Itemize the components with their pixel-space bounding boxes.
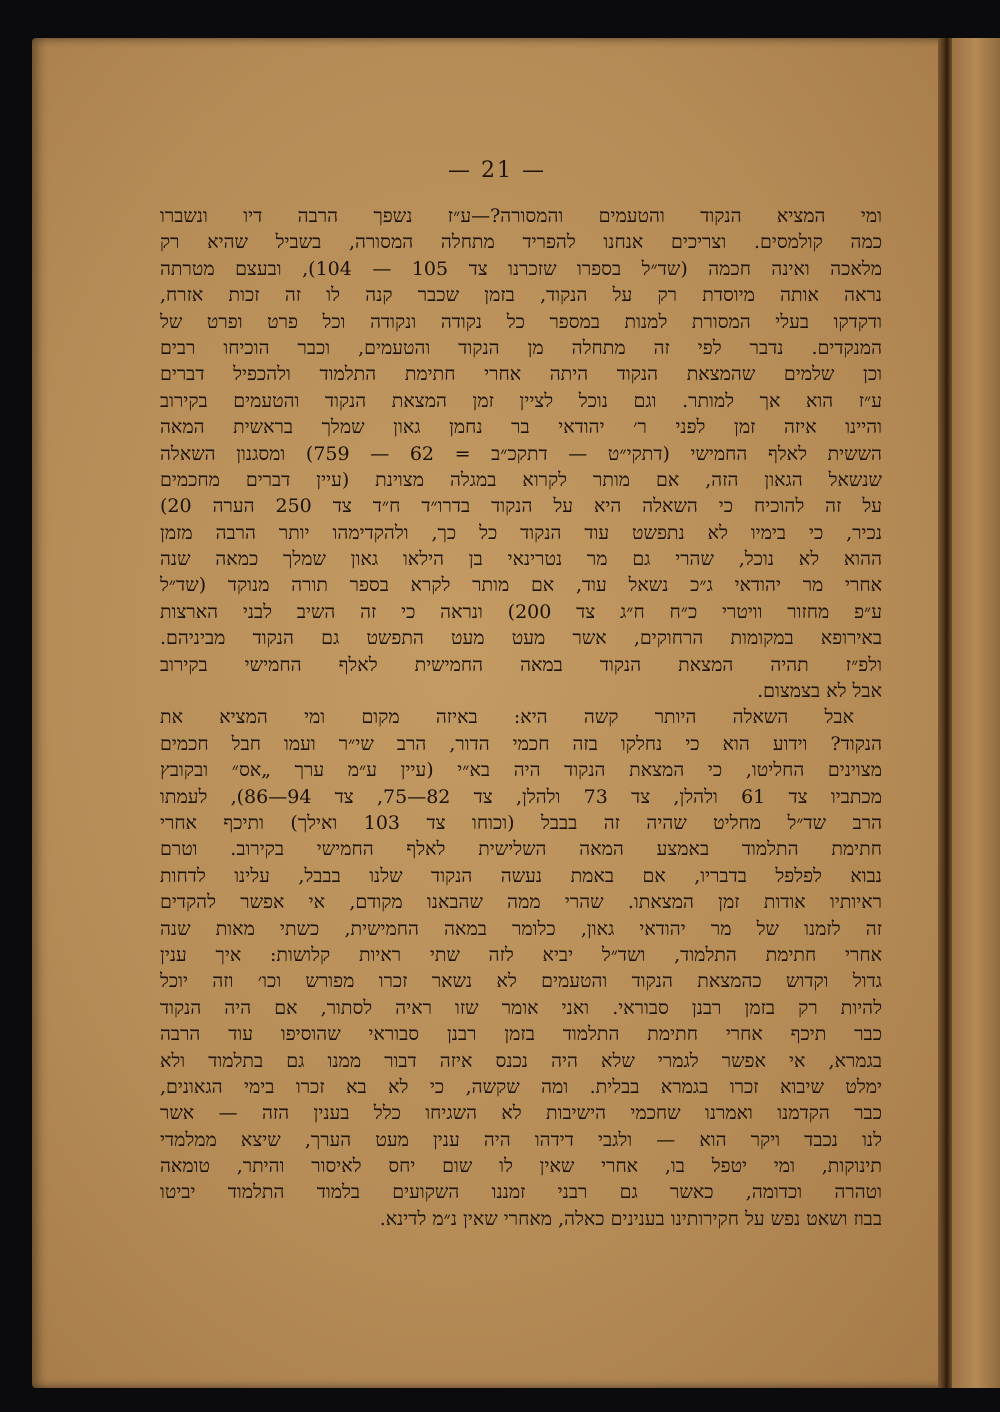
page-number: — 21 — [448,158,546,183]
text-line: ימלט שיבוא זכרו בגמרא בבלית. ומה שקשה, כי לא בא זכרו בימי הגאונים, [160,1075,882,1098]
text-line: אחרי חתימת התלמוד, ושד״ל יביא לזה שתי ראיות קלושות: איך ענין [160,943,882,966]
body-text [160,203,882,1232]
book-gutter [938,38,952,1388]
text-line: באירופא במקומות הרחוקים, אשר מעט מעט התפשט גם הנקוד מביניהם. [160,627,882,650]
text-line: זה לזמנו של מר יהודאי גאון, כלומר במאה החמישית, כשתי מאות שנה [160,917,882,940]
paragraph [160,704,882,1232]
text-line: לנו נכבד ויקר הוא — ולגבי דידהו היה ענין מעט הערך, שיצא ממלמדי [160,1128,882,1151]
text-line: על זה להוכיח כי השאלה היא על הנקוד בדרו״ד ח״ד צד 250 הערה 20) [160,495,882,518]
text-line: בגמרא, אי אפשר לגמרי שלא היה נכנס איזה דבור ממנו גם בתלמוד ולא [160,1049,882,1072]
text-line: מצוינים החליטו, כי המצאת הנקוד היה בא״י (עיין ע״מ ערך „אס״ ובקובץ [160,759,882,782]
text-line: כבר הקדמנו ואמרנו שחכמי הישיבות לא השגיחו כלל בענין הזה — אשר [160,1102,882,1125]
text-line: אבל לא בצמצום. [757,680,882,703]
text-line: הרב שד״ל מחליט שהיה זה בבבל (וכוחו צד 103 ואילך) ותיכף אחרי [160,811,882,834]
text-line: אחרי מר יהודאי ג״כ נשאל עוד, אם מותר לקרא בספר תורה מנוקד (שד״ל [160,574,882,597]
facing-page-edge [952,38,1000,1388]
text-line: אבל השאלה היותר קשה היא: באיזה מקום ומי המציא את [160,706,854,729]
text-line: להיות רק בזמן רבנן סבוראי. ואני אומר שזו ראיה לסתור, אם היה הנקוד [160,996,882,1019]
text-line: חתימת התלמוד באמצע המאה השלישית לאלף החמישי בקירוב. וטרם [160,838,882,861]
text-line: המנקדים. נדבר לפי זה מתחלה מן הנקוד והטעמים, וכבר הוכיחו רבים [160,336,882,359]
text-line: נכיר, כי בימיו לא נתפשט עוד הנקוד כל כך, ולהקדימהו יותר הרבה מזמן [160,521,882,544]
text-line: הששית לאלף החמישי (דתקי״ט — דתקכ״ב = 62 — 759) ומסגנון השאלה [160,442,882,465]
text-line: נראה אותה מיוסדת רק על הנקוד, בזמן שכבר קנה לו זה זכות אזרח, [160,284,882,307]
book-page [32,38,962,1388]
text-line: כמה קולמסים. וצריכים אנחנו להפריד מתחלה המסורה, בשביל שהיא רק [160,231,882,254]
text-line: ולפ״ז תהיה המצאת הנקוד במאה החמישית לאלף החמישי בקירוב [160,653,882,676]
text-line: והיינו איזה זמן לפני ר׳ יהודאי בר נחמן גאון שמלך בראשית המאה [160,416,882,439]
text-line: גדול וקדוש כהמצאת הנקוד והטעמים לא נשאר זכרו מפורש וכו׳ וזה יוכל [160,970,882,993]
text-line: ע״ז הוא אך למותר. וגם נוכל לציין זמן המצאת הנקוד והטעמים בקירוב [160,389,882,412]
text-line: מכתביו צד 61 ולהלן, צד 73 ולהלן, צד 82—75, צד 94—86), לעמתו [160,785,882,808]
text-line: כבר תיכף אחרי חתימת התלמוד בזמן רבנן סבוראי שהוסיפו עוד הרבה [160,1023,882,1046]
paragraph [160,203,882,704]
text-line: שנשאל הגאון הזה, אם מותר לקרוא במגלה מצוינת (עיין דברים מחכמים [160,468,882,491]
text-line: ההוא לא נוכל, שהרי גם מר נטרינאי בן הילאו גאון שמלך כמאה שנה [160,548,882,571]
text-line: ומי המציא הנקוד והטעמים והמסורה?—ע״ז נשפך הרבה דיו ונשברו [160,205,882,227]
text-line: ודקדקו בעלי המסורת למנות במספר כל נקודה ונקודה וכל פרט ופרט של [160,310,882,333]
text-line: תינוקות, ומי יטפל בו, אחרי שאין לו שום יחס לאיסור והיתר, טומאה [160,1155,882,1178]
text-line: וכן שלמים שהמצאת הנקוד היתה אחרי חתימת התלמוד ולהכפיל דברים [160,363,882,386]
text-line: וטהרה וכדומה, כאשר גם רבני זמננו השקועים בלמוד התלמוד יביטו [160,1181,882,1204]
text-line: ע״פ מחזור וויטרי כ״ח ח״ג צד 200) ונראה כי זה השיב לבני הארצות [160,600,882,623]
text-line: בבוז ושאט נפש על חקירותינו בענינים כאלה, מאחרי שאין נ״מ לדינא. [379,1207,882,1230]
text-line: מלאכה ואינה חכמה (שד״ל בספרו שזכרנו צד 105 — 104), ובעצם מטרתה [160,257,882,280]
text-line: נבוא לפלפל בדבריו, אם באמת נעשה הנקוד שלנו בבבל, עלינו לדחות [160,864,882,887]
text-line: ראיותיו אודות זמן המצאתו. שהרי ממה שהבאנו מקודם, אי אפשר להקדים [160,891,882,914]
text-line: הנקוד? וידוע הוא כי נחלקו בזה חכמי הדור, הרב שי״ר ועמו חבל חכמים [160,732,882,755]
